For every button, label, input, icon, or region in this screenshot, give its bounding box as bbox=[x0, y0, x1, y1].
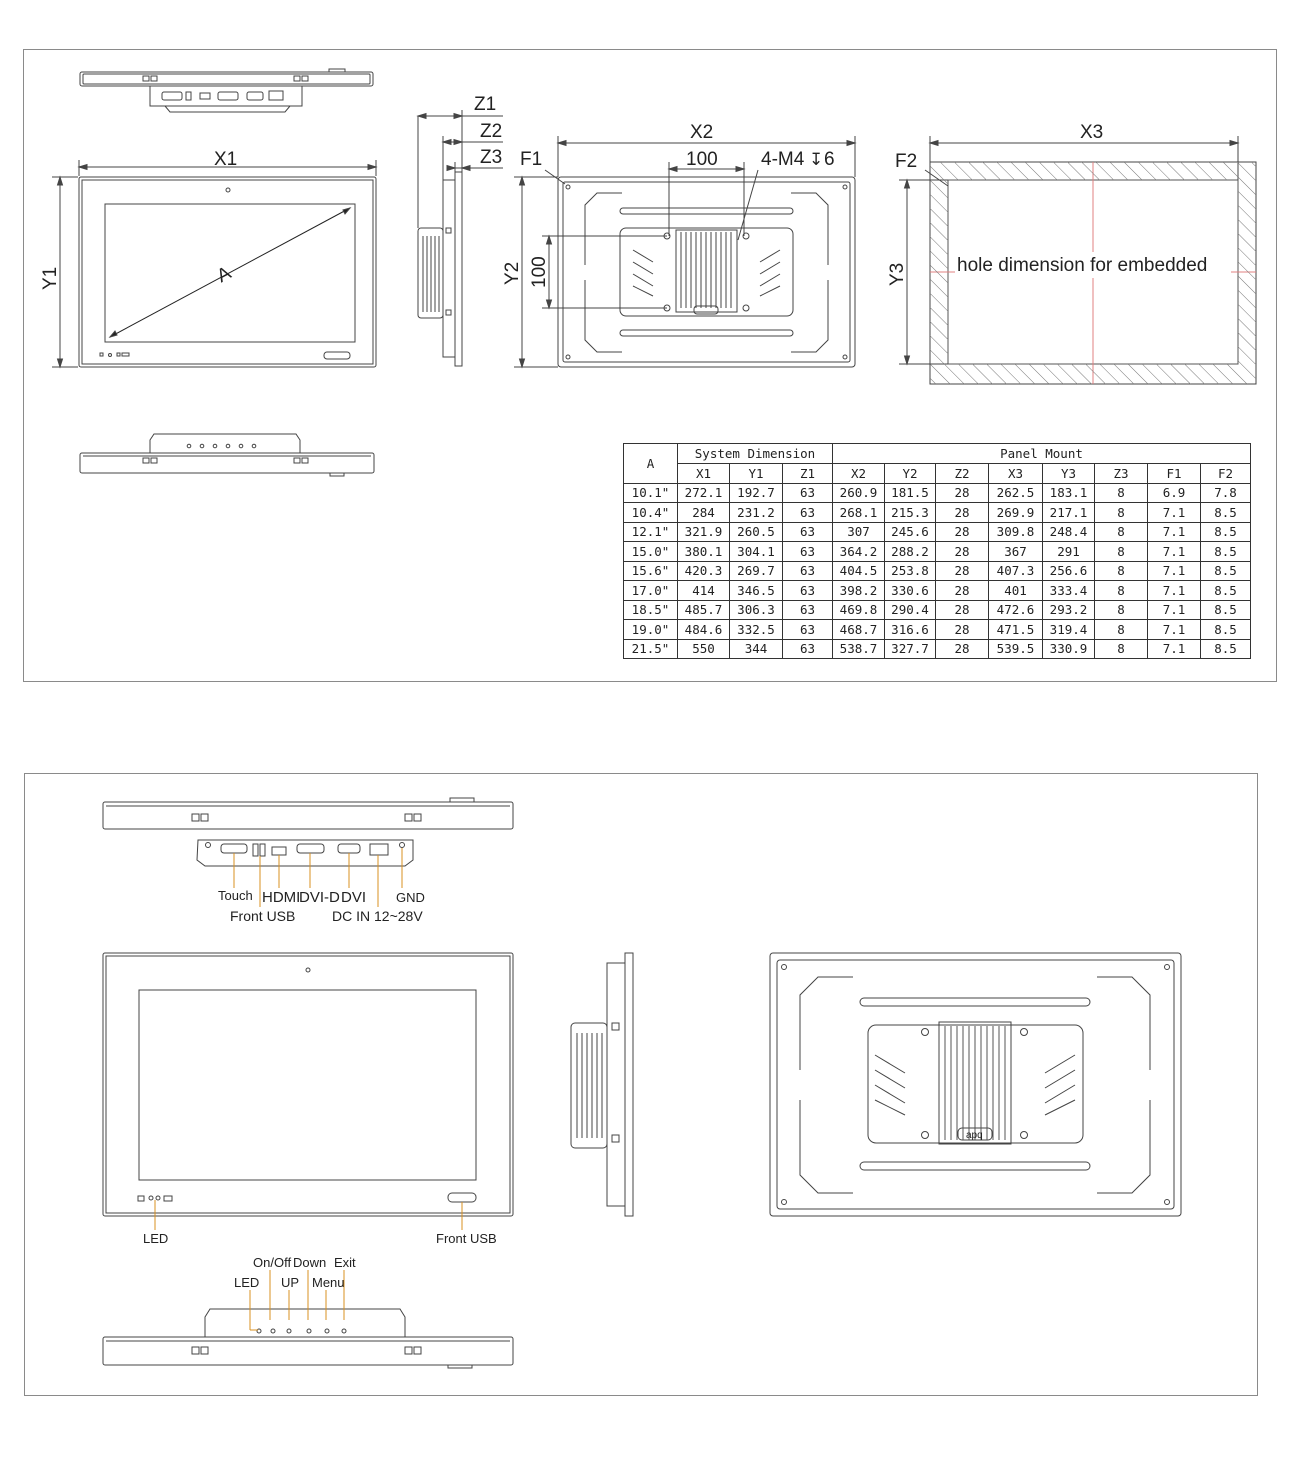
table-cell: 7.1 bbox=[1148, 522, 1201, 542]
table-cell-size: 15.0" bbox=[624, 542, 678, 562]
table-cell: 344 bbox=[730, 639, 783, 659]
table-cell: 8.5 bbox=[1201, 581, 1251, 601]
table-cell: 7.1 bbox=[1148, 581, 1201, 601]
table-cell: 231.2 bbox=[730, 503, 783, 523]
callout-onoff: On/Off bbox=[253, 1255, 292, 1270]
table-cell: 316.6 bbox=[885, 620, 936, 640]
table-cell: 8 bbox=[1095, 522, 1148, 542]
table-cell: 63 bbox=[783, 542, 833, 562]
callout-led-front: LED bbox=[143, 1231, 169, 1246]
dimension-table bbox=[623, 443, 1251, 659]
table-cell: 321.9 bbox=[678, 522, 730, 542]
table-cell: 7.8 bbox=[1201, 483, 1251, 503]
table-row bbox=[624, 581, 1251, 601]
table-cell: 28 bbox=[936, 483, 989, 503]
table-cell: 6.9 bbox=[1148, 483, 1201, 503]
table-cell: 28 bbox=[936, 581, 989, 601]
table-cell: 8.5 bbox=[1201, 639, 1251, 659]
table-cell: 260.9 bbox=[833, 483, 885, 503]
label-x3: X3 bbox=[1080, 122, 1104, 143]
table-row bbox=[624, 600, 1251, 620]
table-cell: 346.5 bbox=[730, 581, 783, 601]
table-cell: 28 bbox=[936, 639, 989, 659]
table-cell: 364.2 bbox=[833, 542, 885, 562]
table-group-panel: Panel Mount bbox=[833, 444, 1251, 464]
label-z2: Z2 bbox=[480, 121, 503, 142]
table-cell: 284 bbox=[678, 503, 730, 523]
table-cell: 291 bbox=[1043, 542, 1095, 562]
table-cell-size: 10.4" bbox=[624, 503, 678, 523]
table-col-header: X2 bbox=[833, 464, 885, 484]
callout-led-bottom: LED bbox=[234, 1275, 260, 1290]
table-cell-size: 12.1" bbox=[624, 522, 678, 542]
top-port-view bbox=[103, 798, 513, 866]
table-body bbox=[624, 483, 1251, 659]
table-cell: 8 bbox=[1095, 561, 1148, 581]
table-cell: 272.1 bbox=[678, 483, 730, 503]
table-cell: 245.6 bbox=[885, 522, 936, 542]
table-cell: 63 bbox=[783, 620, 833, 640]
table-cell: 63 bbox=[783, 639, 833, 659]
heatsink-fins bbox=[945, 1026, 1005, 1140]
table-cell-size: 15.6" bbox=[624, 561, 678, 581]
table-col-header: Z3 bbox=[1095, 464, 1148, 484]
table-cell-size: 18.5" bbox=[624, 600, 678, 620]
table-cell: 469.8 bbox=[833, 600, 885, 620]
table-cell: 333.4 bbox=[1043, 581, 1095, 601]
table-cell: 7.1 bbox=[1148, 561, 1201, 581]
label-x1: X1 bbox=[214, 149, 238, 170]
table-col-header: F2 bbox=[1201, 464, 1251, 484]
table-cell: 248.4 bbox=[1043, 522, 1095, 542]
callout-gnd: GND bbox=[396, 890, 425, 905]
table-cell: 307 bbox=[833, 522, 885, 542]
table-cell: 28 bbox=[936, 561, 989, 581]
connector-drawings bbox=[0, 760, 1305, 1400]
table-col-header: Y1 bbox=[730, 464, 783, 484]
table-row bbox=[624, 542, 1251, 562]
table-header-a: A bbox=[624, 444, 678, 484]
table-cell: 8.5 bbox=[1201, 600, 1251, 620]
table-cell: 332.5 bbox=[730, 620, 783, 640]
label-x2: X2 bbox=[690, 122, 714, 143]
screw-depth-icon: ↧ bbox=[809, 150, 824, 169]
table-row bbox=[624, 639, 1251, 659]
callout-menu: Menu bbox=[312, 1275, 345, 1290]
callout-up: UP bbox=[281, 1275, 300, 1290]
label-100-h: 100 bbox=[686, 149, 718, 170]
table-cell: 256.6 bbox=[1043, 561, 1095, 581]
table-cell: 28 bbox=[936, 620, 989, 640]
table-cell-size: 10.1" bbox=[624, 483, 678, 503]
table-cell: 8.5 bbox=[1201, 522, 1251, 542]
table-cell: 28 bbox=[936, 522, 989, 542]
table-cell: 8.5 bbox=[1201, 620, 1251, 640]
table-cell: 217.1 bbox=[1043, 503, 1095, 523]
front-view-large bbox=[103, 953, 513, 1216]
table-col-header: Y2 bbox=[885, 464, 936, 484]
table-cell: 215.3 bbox=[885, 503, 936, 523]
table-cell: 330.6 bbox=[885, 581, 936, 601]
label-y1: Y1 bbox=[40, 266, 61, 290]
table-cell: 28 bbox=[936, 542, 989, 562]
table-cell: 398.2 bbox=[833, 581, 885, 601]
table-cell: 539.5 bbox=[989, 639, 1043, 659]
table-col-header: Z1 bbox=[783, 464, 833, 484]
table-cell: 414 bbox=[678, 581, 730, 601]
table-cell: 471.5 bbox=[989, 620, 1043, 640]
table-cell: 538.7 bbox=[833, 639, 885, 659]
table-cell: 7.1 bbox=[1148, 503, 1201, 523]
callout-touch: Touch bbox=[218, 888, 253, 903]
table-cell: 28 bbox=[936, 600, 989, 620]
table-cell-size: 17.0" bbox=[624, 581, 678, 601]
table-cell: 484.6 bbox=[678, 620, 730, 640]
table-cell: 8 bbox=[1095, 503, 1148, 523]
table-cell: 268.1 bbox=[833, 503, 885, 523]
table-cell: 472.6 bbox=[989, 600, 1043, 620]
table-cell: 8 bbox=[1095, 542, 1148, 562]
table-cell: 28 bbox=[936, 503, 989, 523]
table-cell: 8 bbox=[1095, 639, 1148, 659]
label-y2: Y2 bbox=[502, 261, 523, 285]
table-cell: 63 bbox=[783, 561, 833, 581]
table-cell: 269.7 bbox=[730, 561, 783, 581]
callout-front-usb-top: Front USB bbox=[230, 908, 296, 924]
table-cell: 407.3 bbox=[989, 561, 1043, 581]
table-cell: 262.5 bbox=[989, 483, 1043, 503]
table-cell: 8 bbox=[1095, 600, 1148, 620]
table-row bbox=[624, 561, 1251, 581]
table-cell: 63 bbox=[783, 522, 833, 542]
table-cell: 304.1 bbox=[730, 542, 783, 562]
callout-dvi: DVI bbox=[341, 889, 367, 906]
table-cell: 8.5 bbox=[1201, 542, 1251, 562]
table-cell: 330.9 bbox=[1043, 639, 1095, 659]
table-cell: 181.5 bbox=[885, 483, 936, 503]
table-cell: 63 bbox=[783, 600, 833, 620]
logo-apq: apq bbox=[966, 1130, 983, 1141]
table-col-header: X1 bbox=[678, 464, 730, 484]
table-cell: 7.1 bbox=[1148, 620, 1201, 640]
bottom-view-buttons bbox=[80, 434, 374, 476]
table-cell: 8 bbox=[1095, 620, 1148, 640]
callout-down: Down bbox=[293, 1255, 327, 1270]
table-cell: 8 bbox=[1095, 483, 1148, 503]
callout-dvid: DVI-D bbox=[299, 889, 340, 906]
callout-exit: Exit bbox=[334, 1255, 356, 1270]
table-cell: 404.5 bbox=[833, 561, 885, 581]
label-a: A bbox=[213, 262, 235, 288]
table-cell: 485.7 bbox=[678, 600, 730, 620]
table-col-header: Z2 bbox=[936, 464, 989, 484]
table-cell: 192.7 bbox=[730, 483, 783, 503]
table-cell: 8 bbox=[1095, 581, 1148, 601]
table-row bbox=[624, 522, 1251, 542]
label-screw-depth: 6 bbox=[824, 149, 835, 170]
rear-view bbox=[558, 177, 855, 367]
table-cell: 269.9 bbox=[989, 503, 1043, 523]
cutout-caption: hole dimension for embedded bbox=[957, 255, 1208, 276]
table-cell: 253.8 bbox=[885, 561, 936, 581]
top-view-ports bbox=[80, 69, 373, 112]
table-col-header: X3 bbox=[989, 464, 1043, 484]
table-group-system: System Dimension bbox=[678, 444, 833, 464]
callout-hdmi: HDMI bbox=[262, 889, 301, 906]
table-cell: 7.1 bbox=[1148, 542, 1201, 562]
table-cell: 306.3 bbox=[730, 600, 783, 620]
label-f2: F2 bbox=[895, 151, 918, 172]
table-cell: 260.5 bbox=[730, 522, 783, 542]
table-column-headers bbox=[624, 464, 1251, 484]
table-cell: 63 bbox=[783, 581, 833, 601]
table-cell: 8.5 bbox=[1201, 561, 1251, 581]
label-100-v: 100 bbox=[529, 256, 550, 288]
table-cell: 290.4 bbox=[885, 600, 936, 620]
side-view bbox=[418, 172, 462, 366]
table-cell: 468.7 bbox=[833, 620, 885, 640]
table-cell: 319.4 bbox=[1043, 620, 1095, 640]
table-cell: 63 bbox=[783, 483, 833, 503]
table-cell: 7.1 bbox=[1148, 600, 1201, 620]
side-view-large bbox=[571, 953, 633, 1216]
table-row bbox=[624, 503, 1251, 523]
callout-dc-in: DC IN 12~28V bbox=[332, 908, 423, 924]
table-cell-size: 21.5" bbox=[624, 639, 678, 659]
callout-front-usb-front: Front USB bbox=[436, 1231, 497, 1246]
table-cell: 288.2 bbox=[885, 542, 936, 562]
table-cell-size: 19.0" bbox=[624, 620, 678, 640]
label-z3: Z3 bbox=[480, 147, 503, 168]
table-row bbox=[624, 483, 1251, 503]
table-col-header: Y3 bbox=[1043, 464, 1095, 484]
table-cell: 63 bbox=[783, 503, 833, 523]
table-cell: 183.1 bbox=[1043, 483, 1095, 503]
table-col-header: F1 bbox=[1148, 464, 1201, 484]
table-cell: 367 bbox=[989, 542, 1043, 562]
label-screw: 4-M4 bbox=[761, 149, 805, 170]
table-cell: 401 bbox=[989, 581, 1043, 601]
table-row bbox=[624, 620, 1251, 640]
label-y3: Y3 bbox=[887, 262, 908, 286]
table-cell: 420.3 bbox=[678, 561, 730, 581]
table-cell: 8.5 bbox=[1201, 503, 1251, 523]
table-cell: 327.7 bbox=[885, 639, 936, 659]
table-cell: 309.8 bbox=[989, 522, 1043, 542]
label-f1: F1 bbox=[520, 149, 543, 170]
table-cell: 293.2 bbox=[1043, 600, 1095, 620]
table-cell: 550 bbox=[678, 639, 730, 659]
table-cell: 7.1 bbox=[1148, 639, 1201, 659]
table-cell: 380.1 bbox=[678, 542, 730, 562]
label-z1: Z1 bbox=[474, 94, 497, 115]
